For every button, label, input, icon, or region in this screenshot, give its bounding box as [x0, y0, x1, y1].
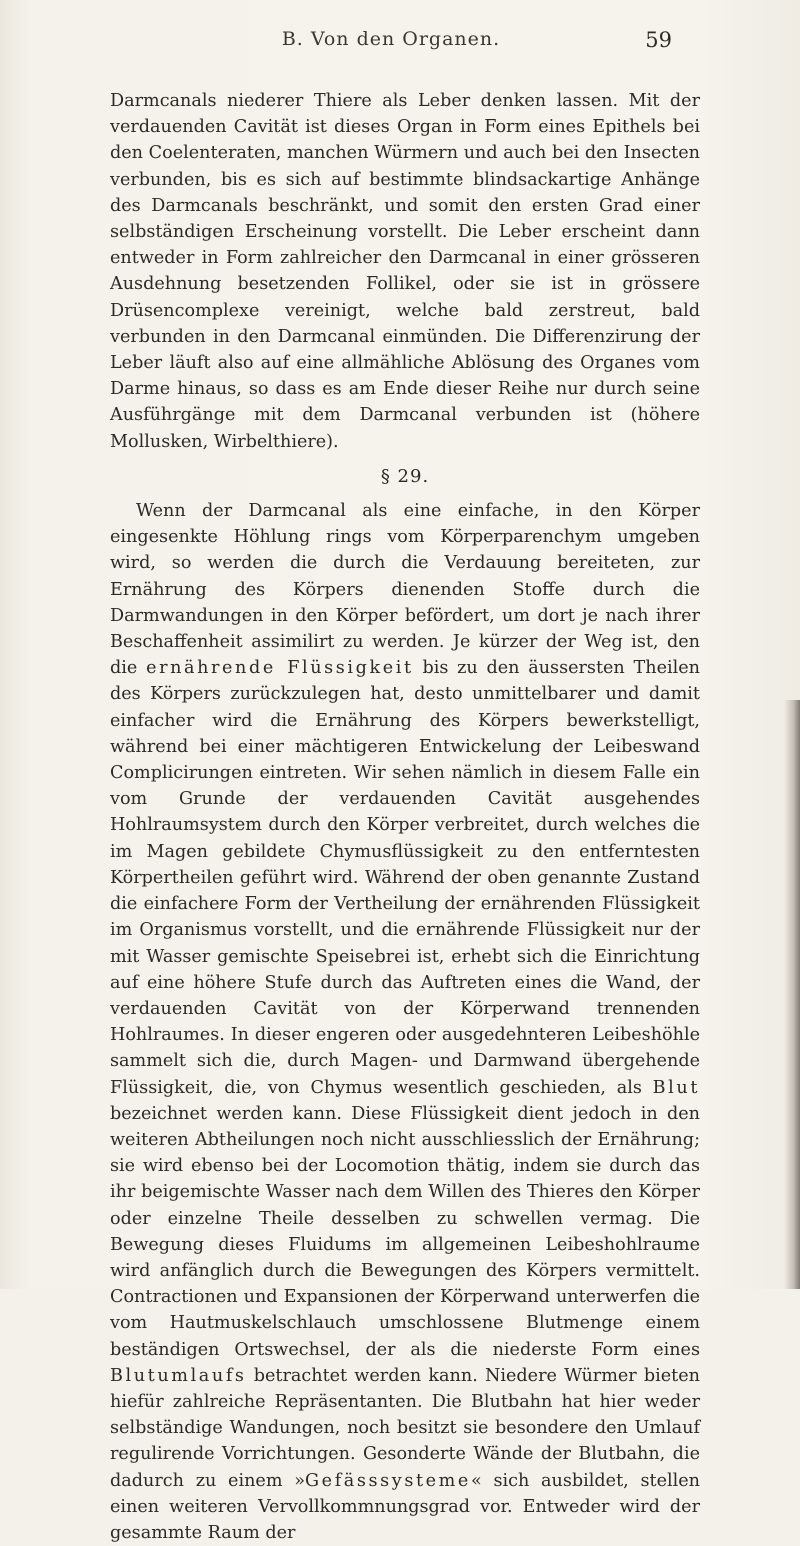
page-number: 59 [645, 28, 672, 52]
paragraph-2-part-3: bezeichnet werden kann. Diese Flüssigkeit dient jedoch in den weiteren Abtheilungen noch nicht ausschliesslich der Ernährung; sie wird ebenso bei der Locomotion thätig, indem sie durch das ihr beigemischte Wasser nach dem Willen des Thieres den Körper oder einzelne Theile desselben zu schwellen vermag. Die Bewegung dieses Fluidums im allgemeinen Leibeshohlraume wird anfänglich durch die Bewegungen des Körpers vermittelt. Contractionen und Expansionen der Körperwand unterwerfen die vom Hautmuskelschlauch umschlossene Blutmenge einem beständigen Ortswechsel, der als die niederste Form eines [110, 1103, 700, 1360]
page-header [110, 28, 672, 62]
emphasis-gefaesssysteme: Gefässsysteme [305, 1470, 471, 1491]
emphasis-ernaehrende-fluessigkeit: ernährende Flüssigkeit [146, 658, 414, 679]
running-head: B. Von den Organen. [281, 28, 501, 50]
binding-shadow [784, 700, 800, 1289]
section-heading: § 29. [380, 465, 430, 487]
paragraph-2-part-5: « sich ausbildet, stellen einen weiteren Vervollkommnungsgrad vor. Entweder wird der gesammte Raum der [110, 1470, 700, 1543]
emphasis-blut: Blut [652, 1077, 700, 1098]
paragraph-2-part-2: bis zu den äussersten Theilen des Körpers zurückzulegen hat, desto unmittelbarer und damit einfacher wird die Ernährung des Körpers bewerkstelligt, während bei einer mächtigeren Entwickelung der Leibeswand Complicirungen eintreten. Wir sehen nämlich in diesem Falle ein vom Grunde der verdauenden Cavität ausgehendes Hohlraumsystem durch den Körper verbreitet, durch welches die im Magen gebildete Chymusflüssigkeit zu den entferntesten Körpertheilen geführt wird. Während der oben genannte Zustand die einfachere Form der Vertheilung der ernährenden Flüssigkeit im Organismus vorstellt, und die ernährende Flüssigkeit nur der mit Wasser gemischte Speisebrei ist, erhebt sich die Einrichtung auf eine höhere Stufe durch das Auftreten eines die Wand, der verdauenden Cavität von der Körperwand trennenden Hohlraumes. In dieser engeren oder ausgedehnteren Leibeshöhle sammelt sich die, durch Magen- und Darmwand übergehende Flüssigkeit, die, von Chymus wesentlich geschieden, als [110, 658, 700, 1098]
emphasis-blutumlaufs: Blutumlaufs [110, 1365, 247, 1386]
paragraph-continued [110, 88, 700, 455]
paragraph-2-part-4: betrachtet werden kann. Niedere Würmer bieten hiefür zahlreiche Repräsentanten. Die Blutbahn hat hier weder selbständige Wandungen, noch besitzt sie besondere den Umlauf regulirende Vorrichtungen. Gesonderte Wände der Blutbahn, die dadurch zu einem » [110, 1365, 700, 1491]
paragraph-1-text: Darmcanals niederer Thiere als Leber denken lassen. Mit der verdauenden Cavität ist dieses Organ in Form eines Epithels bei den Coelenteraten, manchen Würmern und auch bei den Insecten verbunden, bis es sich auf bestimmte blindsackartige Anhänge des Darmcanals beschränkt, und somit den ersten Grad einer selbständigen Erscheinung vorstellt. Die Leber erscheint dann entweder in Form zahlreicher den Darmcanal in einer grösseren Ausdehnung besetzenden Follikel, oder sie ist in grössere Drüsencomplexe vereinigt, welche bald zerstreut, bald verbunden in den Darmcanal einmünden. Die Differenzirung der Leber läuft also auf eine allmähliche Ablösung des Organes vom Darme hinaus, so dass es am Ende dieser Reihe nur durch seine Ausführgänge mit dem Darmcanal verbunden ist (höhere Mollusken, Wirbelthiere). [110, 91, 700, 452]
body-text [110, 88, 700, 1546]
paragraph-2-part-1: Wenn der Darmcanal als eine einfache, in den Körper eingesenkte Höhlung rings vom Körperparenchym umgeben wird, so werden die durch die Verdauung bereiteten, zur Ernährung des Körpers dienenden Stoffe durch die Darmwandungen in den Körper befördert, um dort je nach ihrer Beschaffenheit assimilirt zu werden. Je kürzer der Weg ist, den die [110, 501, 700, 679]
paragraph-2 [110, 498, 700, 1546]
